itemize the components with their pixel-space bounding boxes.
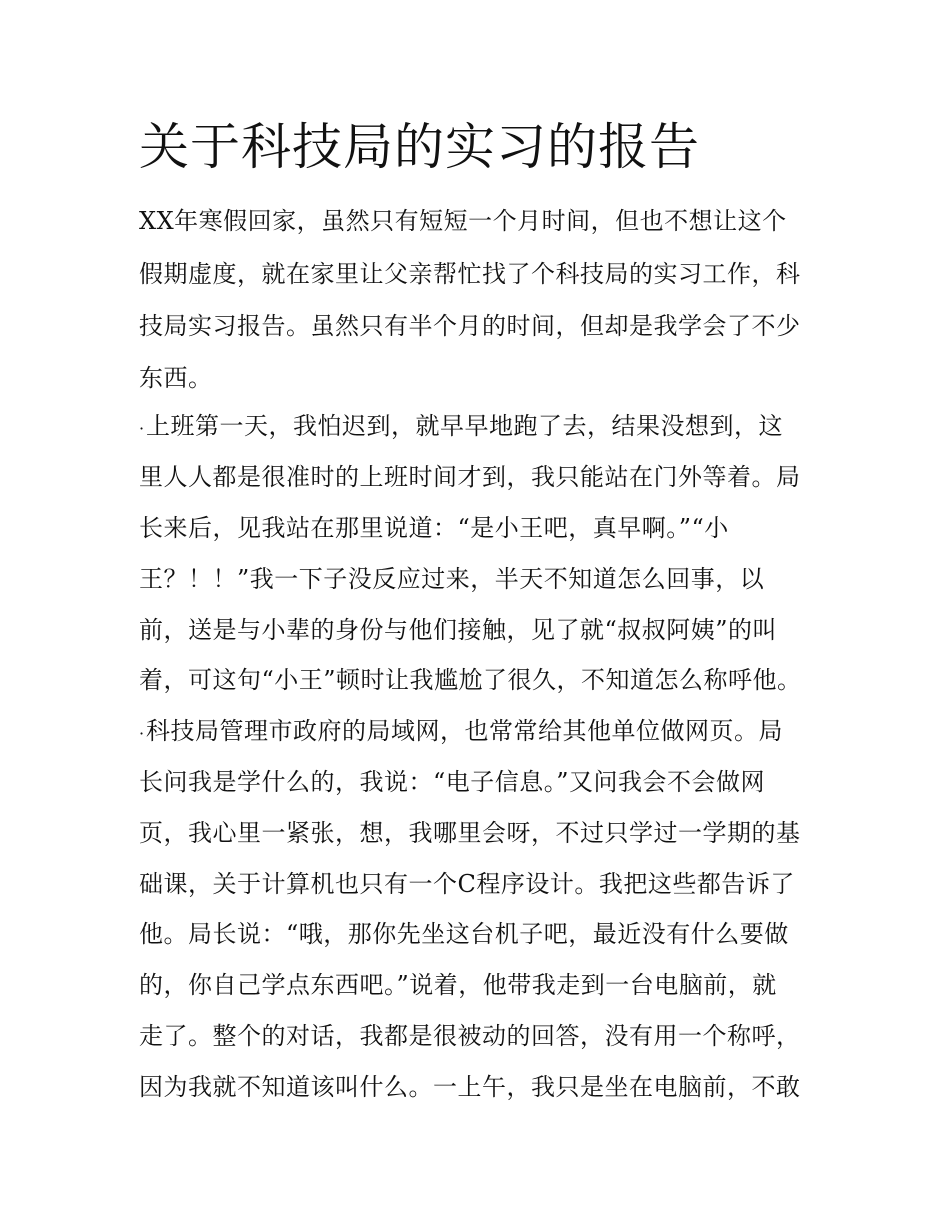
text-line: 长问我是学什么的，我说：“电子信息。”又问我会不会做网 (139, 768, 766, 796)
text-line: 走了。整个的对话，我都是很被动的回答，没有用一个称呼， (139, 1022, 801, 1050)
paragraph-mark: · (139, 419, 145, 438)
text-line: 王？！！”我一下子没反应过来，半天不知道怎么回事，以 (139, 565, 765, 593)
paragraph-mark: · (139, 724, 145, 743)
text-line: 长来后，见我站在那里说道：“是小王吧，真早啊。”“小 (139, 514, 729, 542)
text-line: 科技局管理市政府的局域网，也常常给其他单位做网页。局 (146, 717, 783, 745)
document-title: 关于科技局的实习的报告 (139, 118, 700, 176)
text-line: 技局实习报告。虽然只有半个月的时间，但却是我学会了不少 (139, 312, 801, 340)
text-line: 着，可这句“小王”顿时让我尴尬了很久，不知道怎么称呼他。 (139, 666, 802, 694)
text-line: 上班第一天，我怕迟到，就早早地跑了去，结果没想到，这 (146, 412, 783, 440)
text-line: 页，我心里一紧张，想，我哪里会呀，不过只学过一学期的基 (139, 819, 801, 847)
text-line: 东西。 (139, 364, 213, 392)
text-line: 里人人都是很准时的上班时间才到，我只能站在门外等着。局 (139, 463, 801, 491)
text-line: XX年寒假回家，虽然只有短短一个月时间，但也不想让这个 (139, 207, 787, 235)
text-line: 前，送是与小辈的身份与他们接触，见了就“叔叔阿姨”的叫 (139, 616, 778, 644)
text-line: 因为我就不知道该叫什么。一上午，我只是坐在电脑前，不敢 (139, 1073, 801, 1101)
text-line: 的，你自己学点东西吧。”说着，他带我走到一台电脑前，就 (139, 971, 777, 999)
text-line: 他。局长说：“哦，那你先坐这台机子吧，最近没有什么要做 (139, 920, 789, 948)
text-line: 假期虚度，就在家里让父亲帮忙找了个科技局的实习工作，科 (139, 260, 801, 288)
text-line: 础课，关于计算机也只有一个C程序设计。我把这些都告诉了 (139, 870, 795, 898)
